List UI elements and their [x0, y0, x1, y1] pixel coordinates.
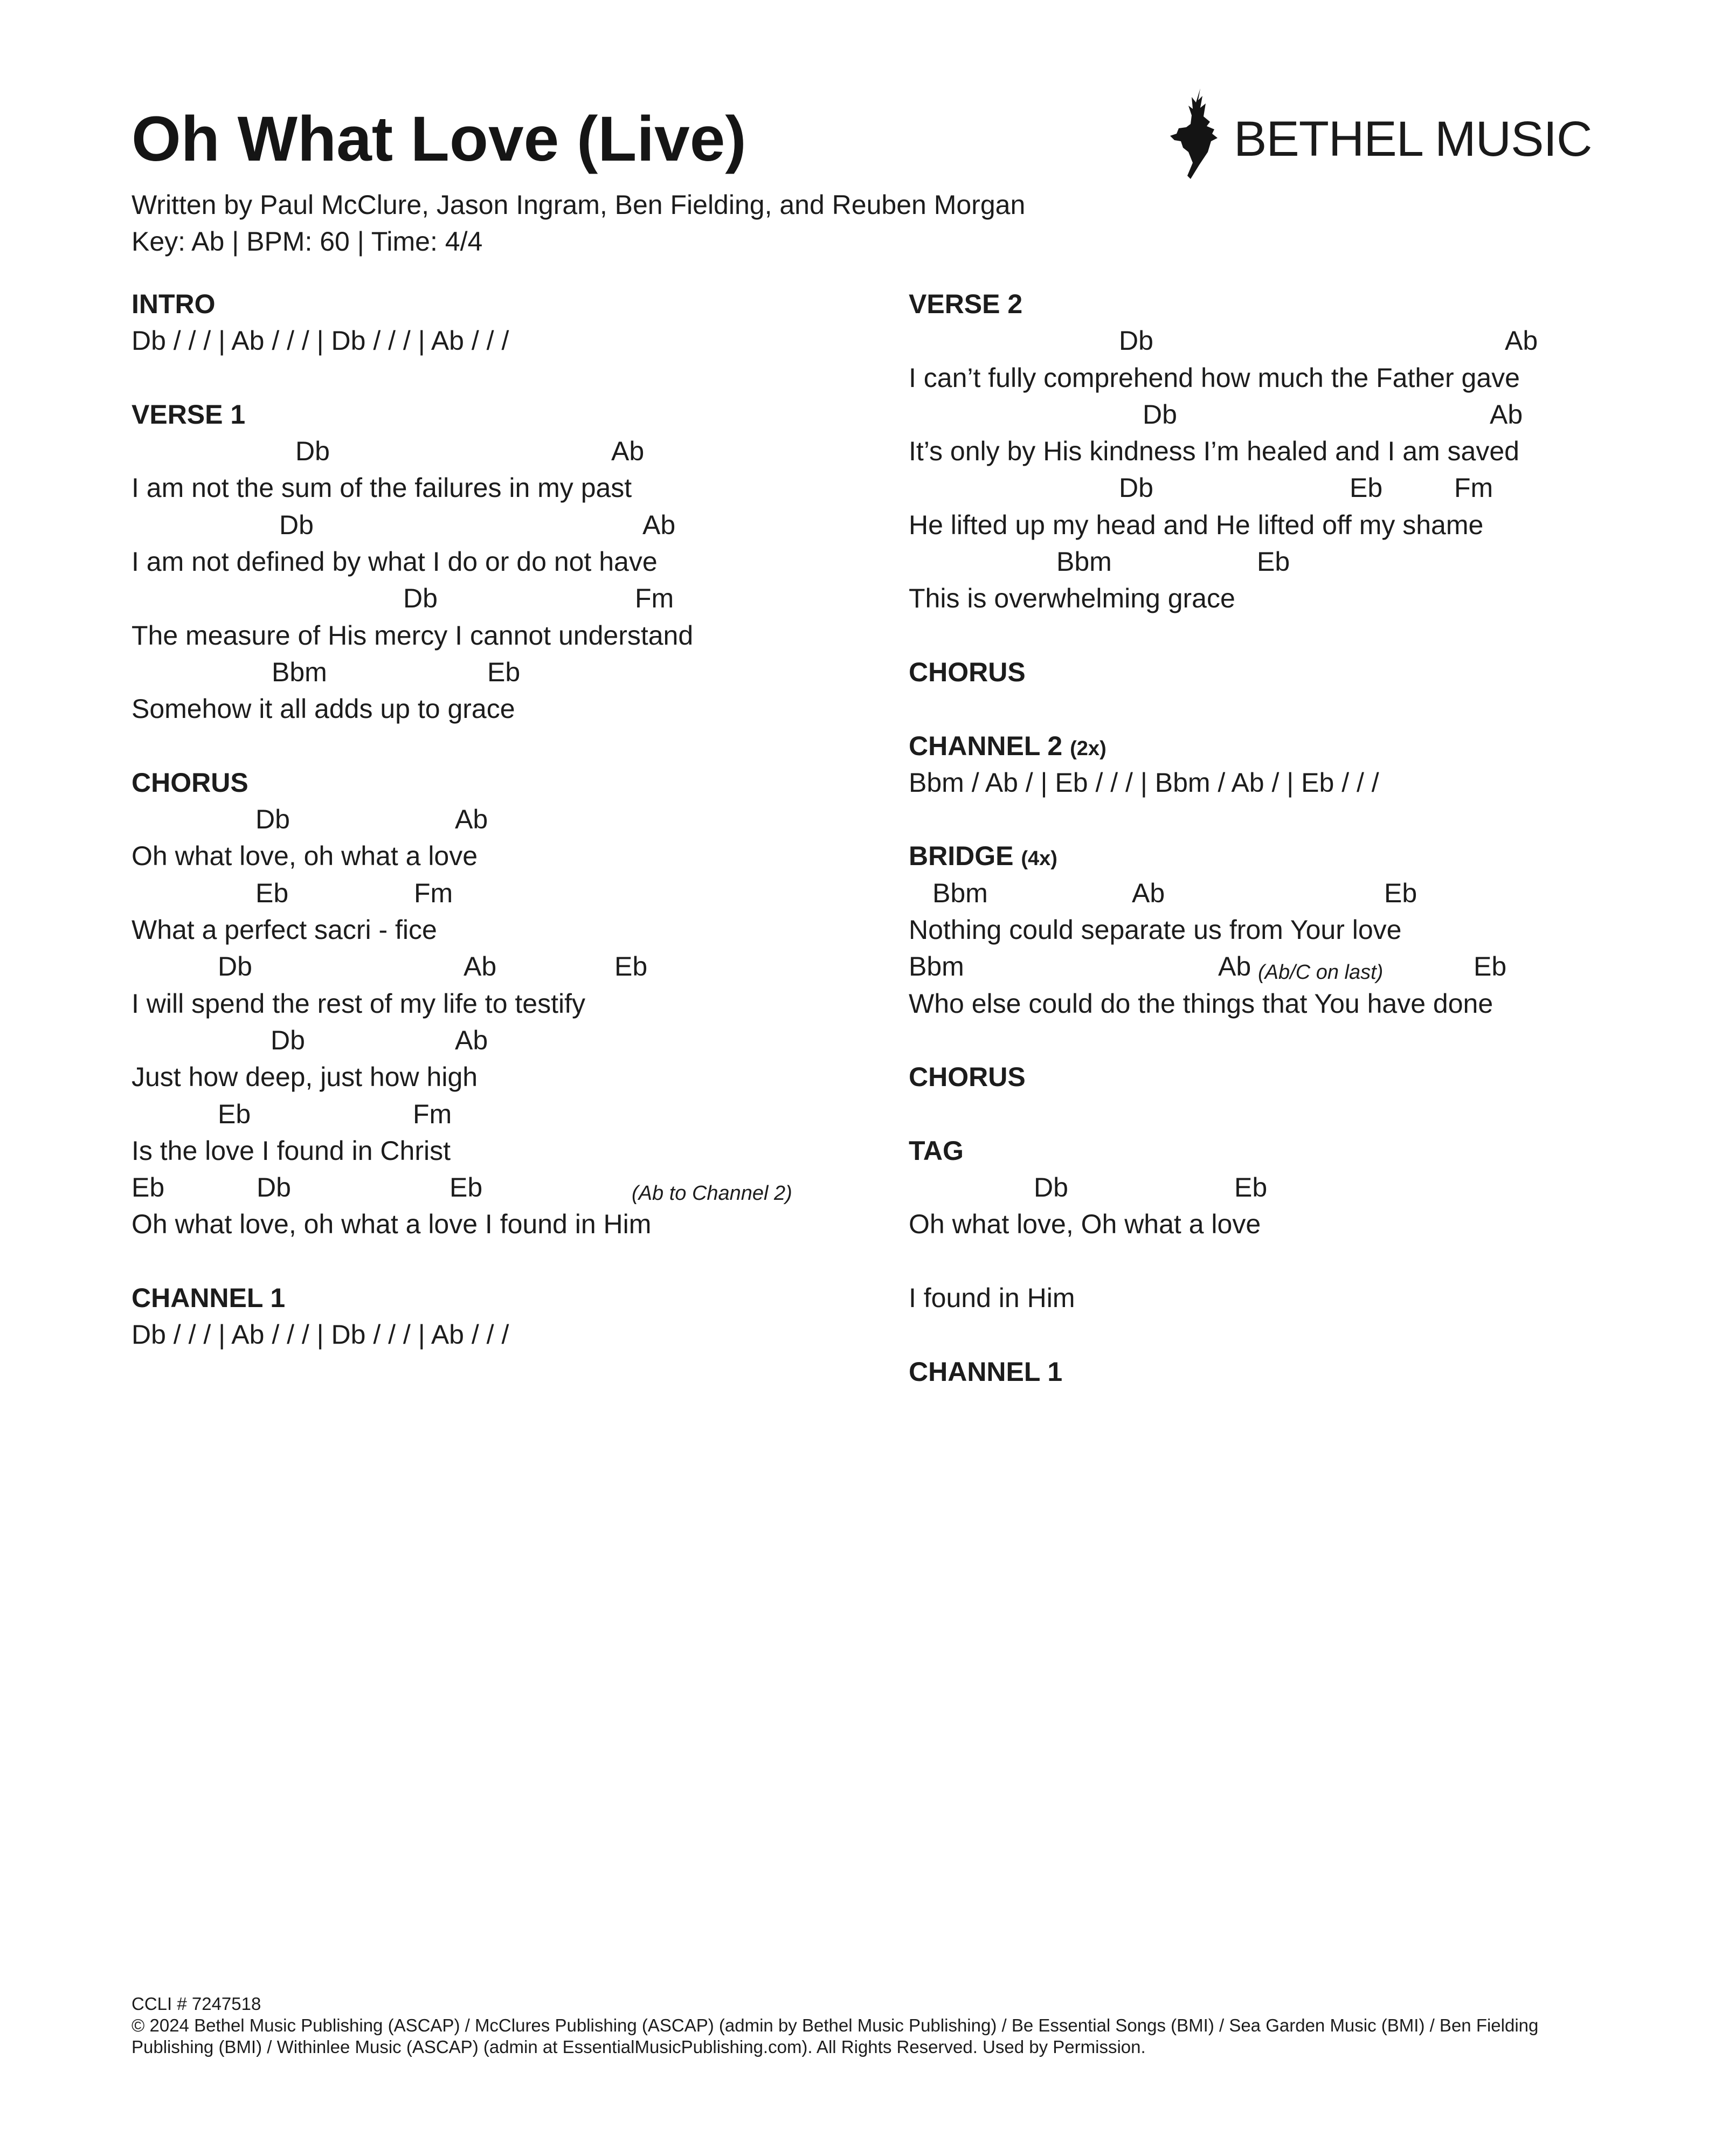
- lyric-line: Is the love I found in Christ: [132, 1135, 451, 1166]
- chord-line: [909, 875, 1609, 911]
- section-heading: CHORUS: [132, 767, 248, 798]
- chord: Db: [1034, 1172, 1068, 1203]
- section-heading: VERSE 1: [132, 399, 246, 430]
- writers-credit: Written by Paul McClure, Jason Ingram, Ben Fielding, and Reuben Morgan: [132, 190, 1026, 220]
- chord-progression: Db / / / | Ab / / / | Db / / / | Ab / / /: [132, 1319, 509, 1350]
- lyric-line: It’s only by His kindness I’m healed and I am saved: [909, 436, 1519, 467]
- section-heading: [909, 728, 1609, 764]
- chord-line: [132, 580, 832, 617]
- chord: Fm: [635, 583, 674, 614]
- section-heading-label: CHANNEL 2: [909, 730, 1063, 761]
- chord: Ab: [642, 509, 676, 540]
- tag-section: [909, 1132, 1609, 1316]
- chord: Eb: [1350, 473, 1383, 503]
- chord: Db: [279, 509, 314, 540]
- chord: Ab: [464, 951, 497, 982]
- chord-line: [132, 801, 832, 838]
- chord-line: [132, 1169, 832, 1206]
- lyric-line: I am not defined by what I do or do not have: [132, 547, 658, 577]
- chord-line: [132, 1096, 832, 1132]
- bridge-section: [909, 838, 1609, 1021]
- chord: Ab: [1218, 951, 1251, 982]
- chord: Eb: [1474, 951, 1507, 982]
- section-heading: CHORUS: [909, 1062, 1026, 1093]
- section-heading-label: BRIDGE: [909, 841, 1014, 872]
- chord: Ab: [1132, 877, 1165, 908]
- channel1-reference: [909, 1353, 1609, 1390]
- chord-line: [909, 396, 1609, 433]
- chord: Bbm: [909, 951, 964, 982]
- bethel-music-logo: [1167, 84, 1592, 181]
- repeat-note: (4x): [1021, 847, 1057, 870]
- chord: Eb: [487, 657, 521, 687]
- lyric-line: Oh what love, oh what a love I found in Him: [132, 1209, 652, 1240]
- channel1-section: [132, 1280, 832, 1353]
- chord: Db: [1143, 399, 1177, 430]
- lyric-line: Nothing could separate us from Your love: [909, 915, 1402, 945]
- performance-note: (Ab to Channel 2): [632, 1182, 792, 1205]
- chord: Eb: [1384, 877, 1417, 908]
- channel2-section: [909, 728, 1609, 801]
- chorus-reference: [909, 1059, 1609, 1095]
- section-heading: CHANNEL 1: [909, 1356, 1063, 1387]
- section-heading: TAG: [909, 1135, 964, 1166]
- deer-head-icon: [1167, 84, 1226, 181]
- chord: Db: [271, 1025, 305, 1055]
- chord: Eb: [1257, 547, 1290, 577]
- song-title: Oh What Love (Live): [132, 103, 746, 175]
- chord-line: [909, 1169, 1609, 1206]
- lyric-line: Who else could do the things that You have done: [909, 988, 1493, 1019]
- chord: Bbm: [1056, 547, 1112, 577]
- chord: Fm: [414, 877, 453, 908]
- section-heading: VERSE 2: [909, 289, 1023, 319]
- chord-line: [132, 948, 832, 985]
- chord: Db: [403, 583, 438, 614]
- lyric-line: Oh what love, Oh what a love: [909, 1209, 1261, 1240]
- key-bpm-time: Key: Ab | BPM: 60 | Time: 4/4: [132, 226, 483, 257]
- song-meta: [132, 186, 1025, 260]
- verse2-section: [909, 286, 1609, 617]
- verse1-section: [132, 396, 832, 728]
- copyright-notice: © 2024 Bethel Music Publishing (ASCAP) / McClures Publishing (ASCAP) (admin by Bethel Music Publishing) / Be Essential Songs (BMI) / Sea Garden Music (BMI) / Ben Fielding Publishing (BMI) / Withinlee Music (ASCAP) (admin at EssentialMusicPublishing.com). All Rights Reserved. Used by Permission.: [132, 2015, 1539, 2057]
- chord-progression: Db / / / | Ab / / / | Db / / / | Ab / / /: [132, 326, 509, 356]
- lyric-line: What a perfect sacri - fice: [132, 915, 437, 945]
- chord: Db: [218, 951, 252, 982]
- chord: Ab: [455, 1025, 488, 1055]
- lyric-line: Oh what love, oh what a love: [132, 841, 478, 872]
- chord-line: [909, 469, 1609, 506]
- chord: Fm: [413, 1098, 452, 1129]
- chord: Db: [255, 804, 290, 835]
- chord-line: [909, 322, 1609, 359]
- lyric-line: The measure of His mercy I cannot understand: [132, 620, 694, 651]
- chord: Eb: [255, 877, 289, 908]
- chord: Db: [1119, 326, 1153, 356]
- chord: Eb: [1234, 1172, 1268, 1203]
- chord-line: [132, 875, 832, 911]
- chord-line: [132, 654, 832, 690]
- section-heading: [909, 838, 1609, 874]
- lyric-line: He lifted up my head and He lifted off my shame: [909, 509, 1484, 540]
- performance-note: (Ab/C on last): [1258, 961, 1384, 984]
- left-column: [132, 286, 832, 1390]
- chord: Db: [1119, 473, 1153, 503]
- chord: Ab: [455, 804, 488, 835]
- lyric-line: This is overwhelming grace: [909, 583, 1235, 614]
- chord: Eb: [614, 951, 648, 982]
- chord-progression: Bbm / Ab / | Eb / / / | Bbm / Ab / | Eb / / /: [909, 767, 1379, 798]
- chord-line: [132, 1022, 832, 1059]
- chord: Db: [295, 436, 330, 467]
- chord-line: [132, 433, 832, 469]
- section-heading: CHANNEL 1: [132, 1283, 286, 1314]
- lyric-line: I will spend the rest of my life to testify: [132, 988, 585, 1019]
- lyric-line: I can’t fully comprehend how much the Father gave: [909, 362, 1520, 393]
- lyric-line: Just how deep, just how high: [132, 1062, 478, 1093]
- chorus-reference: [909, 654, 1609, 690]
- brand-name: BETHEL MUSIC: [1234, 112, 1592, 167]
- intro-section: [132, 286, 832, 360]
- chord: Db: [257, 1172, 291, 1203]
- lyric-line: I am not the sum of the failures in my past: [132, 473, 632, 503]
- section-heading: INTRO: [132, 289, 216, 319]
- chorus-section: [132, 764, 832, 1243]
- right-column: [909, 286, 1609, 1427]
- chord: Ab: [1490, 399, 1523, 430]
- ccli-number: CCLI # 7247518: [132, 1994, 261, 2014]
- chord-line: [132, 507, 832, 543]
- chord: Ab: [611, 436, 645, 467]
- chord: Bbm: [932, 877, 988, 908]
- section-heading: CHORUS: [909, 657, 1026, 687]
- lyric-line: Somehow it all adds up to grace: [132, 694, 515, 724]
- chord: Bbm: [272, 657, 327, 687]
- chord-line: [909, 543, 1609, 580]
- chord-line: [909, 948, 1609, 985]
- chord: Ab: [1505, 326, 1538, 356]
- repeat-note: (2x): [1070, 737, 1107, 760]
- copyright-footer: [132, 1993, 1608, 2058]
- chord: Eb: [218, 1098, 251, 1129]
- lyric-line: I found in Him: [909, 1283, 1075, 1314]
- chord: Fm: [1454, 473, 1493, 503]
- chord: Eb: [132, 1172, 165, 1203]
- chord: Eb: [450, 1172, 483, 1203]
